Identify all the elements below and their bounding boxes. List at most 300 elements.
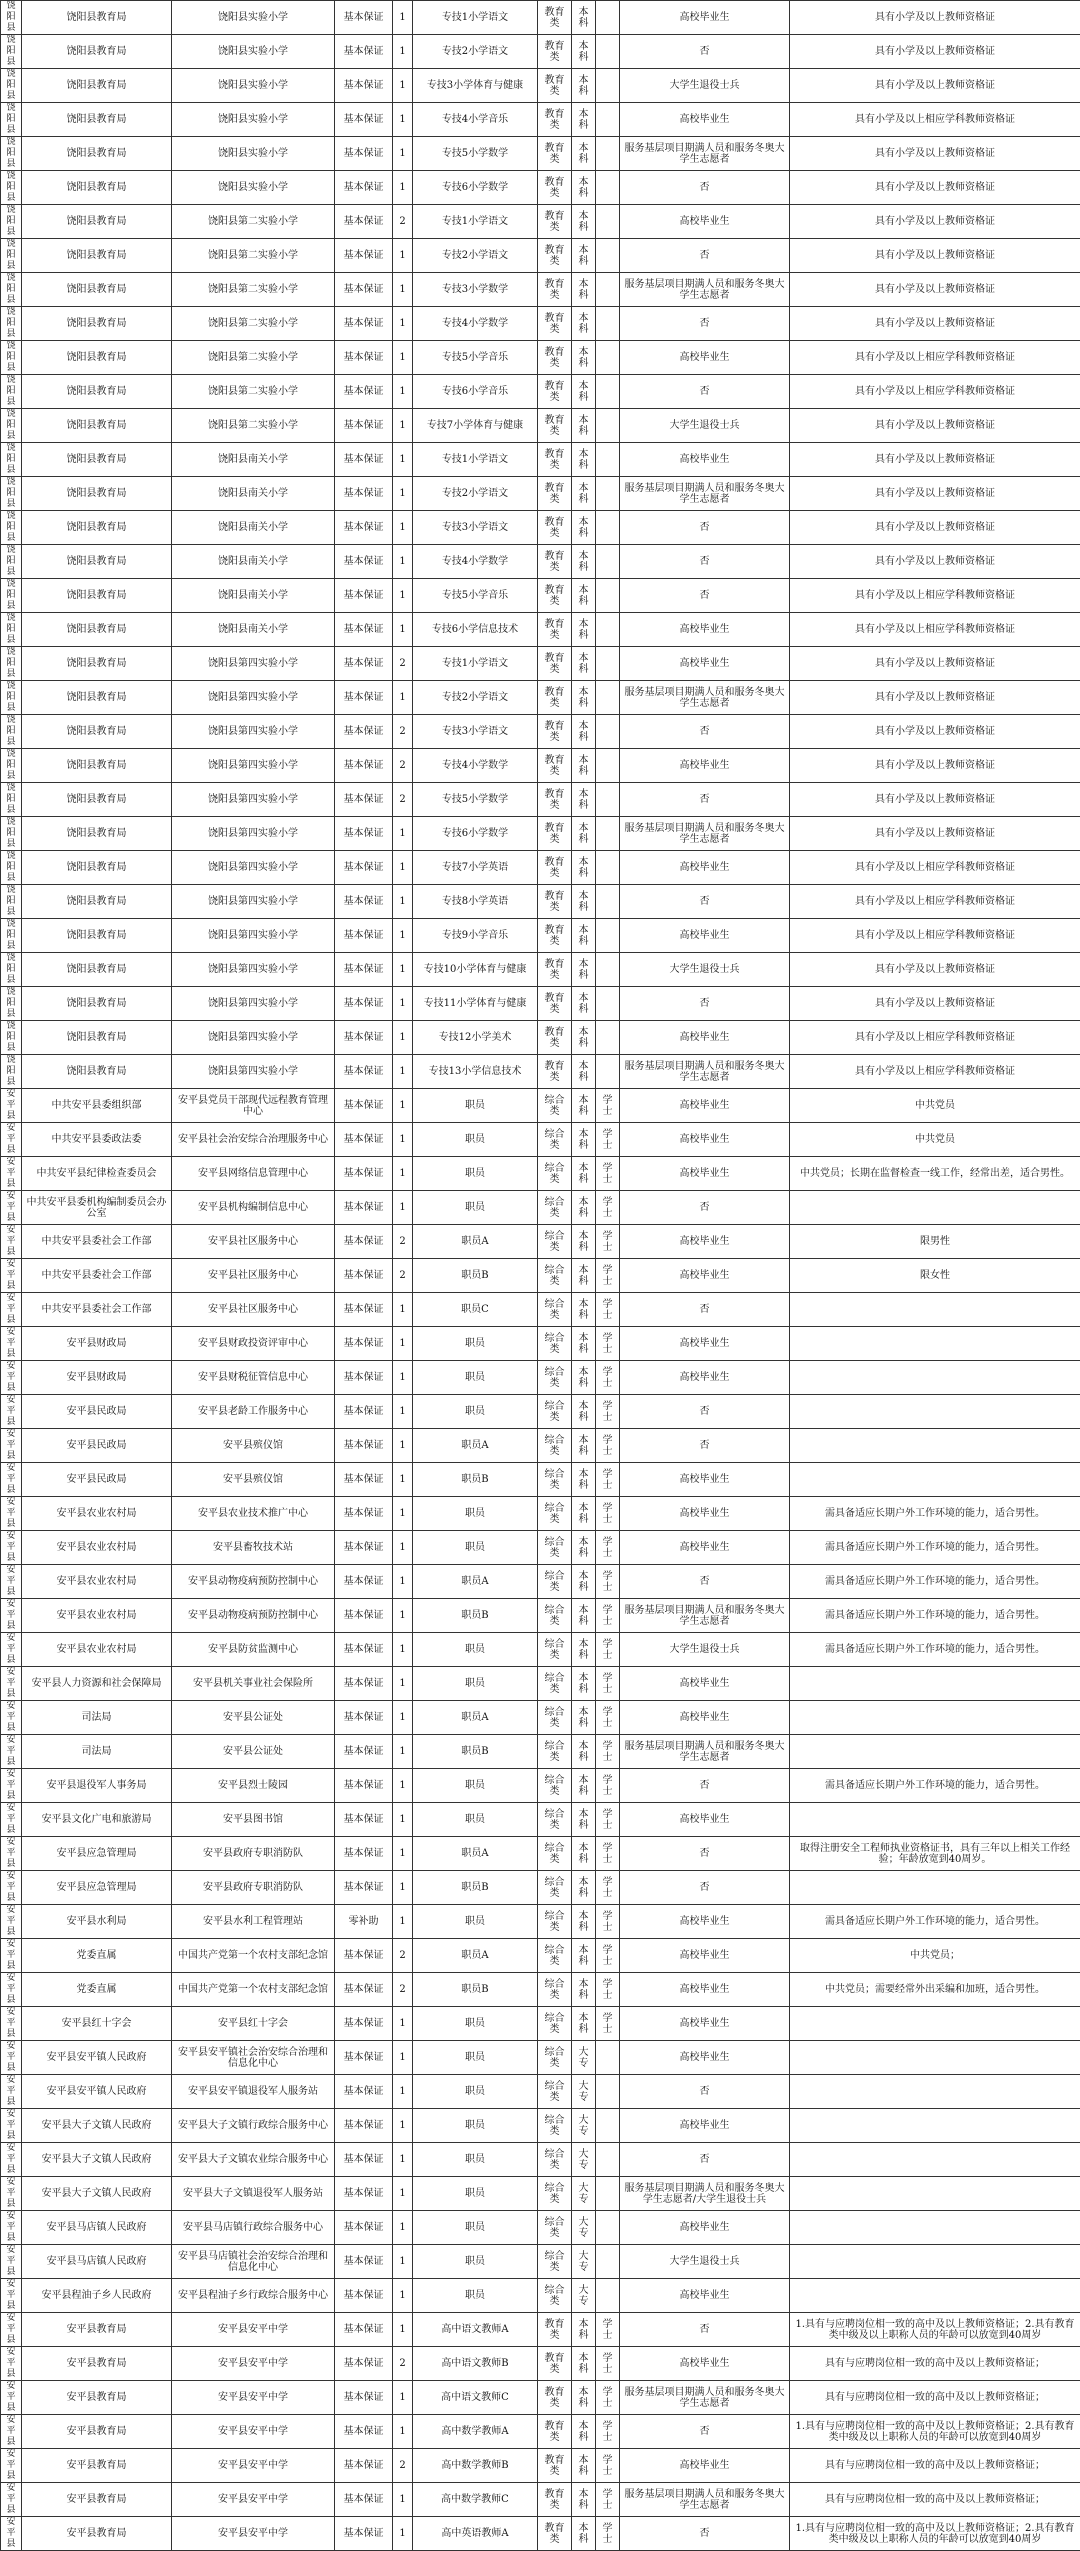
cell-education: 本科 <box>572 1973 596 2007</box>
cell-unit: 饶阳县实验小学 <box>172 35 335 69</box>
cell-category: 综合类 <box>538 1871 572 1905</box>
cell-department: 饶阳县教育局 <box>22 477 172 511</box>
cell-county: 安平县 <box>1 1905 22 1939</box>
cell-category: 综合类 <box>538 1157 572 1191</box>
cell-requirements: 具有小学及以上教师资格证 <box>790 171 1080 205</box>
cell-unit: 安平县党员干部现代远程教育管理中心 <box>172 1089 335 1123</box>
cell-funding: 基本保证 <box>335 2177 393 2211</box>
cell-post: 专技1小学语文 <box>413 443 538 477</box>
cell-department: 饶阳县教育局 <box>22 171 172 205</box>
cell-source: 否 <box>620 1871 790 1905</box>
cell-count: 1 <box>393 69 413 103</box>
cell-degree <box>596 987 620 1021</box>
cell-source: 否 <box>620 239 790 273</box>
cell-category: 综合类 <box>538 1225 572 1259</box>
cell-county: 安平县 <box>1 1701 22 1735</box>
cell-category: 综合类 <box>538 1463 572 1497</box>
cell-post: 职员C <box>413 1293 538 1327</box>
cell-requirements: 具有小学及以上相应学科教师资格证 <box>790 885 1080 919</box>
cell-post: 职员 <box>413 1531 538 1565</box>
cell-county: 安平县 <box>1 1361 22 1395</box>
cell-funding: 基本保证 <box>335 171 393 205</box>
cell-degree <box>596 137 620 171</box>
cell-department: 饶阳县教育局 <box>22 885 172 919</box>
cell-unit: 饶阳县第四实验小学 <box>172 783 335 817</box>
cell-category: 教育类 <box>538 2483 572 2517</box>
cell-unit: 饶阳县南关小学 <box>172 511 335 545</box>
cell-category: 综合类 <box>538 1735 572 1769</box>
table-row <box>1 1089 1080 1123</box>
cell-funding: 基本保证 <box>335 817 393 851</box>
cell-funding: 基本保证 <box>335 341 393 375</box>
cell-source: 大学生退役士兵 <box>620 953 790 987</box>
cell-post: 专技5小学数学 <box>413 137 538 171</box>
cell-post: 职员 <box>413 1327 538 1361</box>
cell-requirements <box>790 2279 1080 2313</box>
cell-category: 教育类 <box>538 103 572 137</box>
cell-post: 职员 <box>413 2279 538 2313</box>
cell-department: 党委直属 <box>22 1939 172 1973</box>
cell-degree <box>596 749 620 783</box>
cell-source: 否 <box>620 1565 790 1599</box>
cell-unit: 安平县农业技术推广中心 <box>172 1497 335 1531</box>
cell-post: 职员A <box>413 1225 538 1259</box>
cell-source: 高校毕业生 <box>620 1123 790 1157</box>
cell-count: 2 <box>393 2347 413 2381</box>
cell-education: 本科 <box>572 1565 596 1599</box>
cell-funding: 基本保证 <box>335 1939 393 1973</box>
cell-source: 高校毕业生 <box>620 851 790 885</box>
cell-unit: 安平县马店镇行政综合服务中心 <box>172 2211 335 2245</box>
cell-education: 大专 <box>572 2279 596 2313</box>
cell-degree: 学士 <box>596 1191 620 1225</box>
table-row <box>1 1 1080 35</box>
cell-education: 大专 <box>572 2211 596 2245</box>
cell-requirements <box>790 2075 1080 2109</box>
cell-category: 综合类 <box>538 1565 572 1599</box>
cell-post: 专技7小学体育与健康 <box>413 409 538 443</box>
cell-post: 高中英语教师A <box>413 2517 538 2551</box>
cell-requirements: 中共党员； <box>790 1939 1080 1973</box>
cell-post: 职员 <box>413 1123 538 1157</box>
cell-department: 饶阳县教育局 <box>22 579 172 613</box>
cell-category: 教育类 <box>538 851 572 885</box>
cell-category: 教育类 <box>538 1 572 35</box>
table-row <box>1 2177 1080 2211</box>
cell-unit: 饶阳县南关小学 <box>172 477 335 511</box>
cell-count: 1 <box>393 1021 413 1055</box>
cell-source: 否 <box>620 1395 790 1429</box>
cell-degree: 学士 <box>596 1395 620 1429</box>
table-row <box>1 919 1080 953</box>
cell-county: 饶阳县 <box>1 953 22 987</box>
cell-source: 否 <box>620 1837 790 1871</box>
cell-requirements: 具有与应聘岗位相一致的高中及以上教师资格证； <box>790 2483 1080 2517</box>
cell-unit: 饶阳县第四实验小学 <box>172 851 335 885</box>
cell-count: 1 <box>393 1803 413 1837</box>
cell-education: 大专 <box>572 2245 596 2279</box>
cell-county: 安平县 <box>1 1939 22 1973</box>
cell-count: 2 <box>393 715 413 749</box>
table-row <box>1 1157 1080 1191</box>
table-row <box>1 1123 1080 1157</box>
table-row <box>1 2517 1080 2551</box>
cell-post: 职员A <box>413 1429 538 1463</box>
cell-category: 教育类 <box>538 783 572 817</box>
cell-funding: 基本保证 <box>335 2109 393 2143</box>
cell-source: 高校毕业生 <box>620 1531 790 1565</box>
cell-department: 饶阳县教育局 <box>22 1021 172 1055</box>
cell-category: 教育类 <box>538 749 572 783</box>
cell-post: 专技6小学数学 <box>413 817 538 851</box>
cell-education: 本科 <box>572 205 596 239</box>
cell-post: 职员 <box>413 1191 538 1225</box>
cell-education: 本科 <box>572 1667 596 1701</box>
cell-county: 安平县 <box>1 2007 22 2041</box>
cell-degree: 学士 <box>596 2313 620 2347</box>
cell-category: 教育类 <box>538 2313 572 2347</box>
cell-degree: 学士 <box>596 1565 620 1599</box>
cell-unit: 饶阳县第四实验小学 <box>172 885 335 919</box>
cell-department: 饶阳县教育局 <box>22 239 172 273</box>
cell-requirements: 具有小学及以上相应学科教师资格证 <box>790 851 1080 885</box>
cell-post: 职员 <box>413 2143 538 2177</box>
cell-education: 本科 <box>572 1157 596 1191</box>
cell-education: 大专 <box>572 2109 596 2143</box>
table-row <box>1 1837 1080 1871</box>
cell-source: 否 <box>620 171 790 205</box>
table-row <box>1 1055 1080 1089</box>
cell-source: 否 <box>620 2143 790 2177</box>
cell-source: 服务基层项目期满人员和服务冬奥大学生志愿者 <box>620 273 790 307</box>
cell-source: 服务基层项目期满人员和服务冬奥大学生志愿者 <box>620 2483 790 2517</box>
cell-funding: 基本保证 <box>335 205 393 239</box>
cell-education: 本科 <box>572 1735 596 1769</box>
table-row <box>1 715 1080 749</box>
cell-degree: 学士 <box>596 1803 620 1837</box>
cell-unit: 饶阳县第二实验小学 <box>172 341 335 375</box>
cell-unit: 饶阳县南关小学 <box>172 443 335 477</box>
cell-department: 饶阳县教育局 <box>22 205 172 239</box>
cell-funding: 基本保证 <box>335 1293 393 1327</box>
cell-education: 本科 <box>572 341 596 375</box>
cell-post: 专技12小学美术 <box>413 1021 538 1055</box>
cell-department: 安平县财政局 <box>22 1327 172 1361</box>
cell-requirements: 中共党员 <box>790 1089 1080 1123</box>
cell-education: 本科 <box>572 307 596 341</box>
cell-degree: 学士 <box>596 1633 620 1667</box>
cell-county: 饶阳县 <box>1 409 22 443</box>
cell-post: 职员 <box>413 1667 538 1701</box>
table-row <box>1 1497 1080 1531</box>
cell-source: 服务基层项目期满人员和服务冬奥大学生志愿者/大学生退役士兵 <box>620 2177 790 2211</box>
cell-county: 安平县 <box>1 1463 22 1497</box>
cell-category: 教育类 <box>538 715 572 749</box>
cell-post: 高中数学教师B <box>413 2449 538 2483</box>
cell-count: 1 <box>393 443 413 477</box>
cell-count: 1 <box>393 1463 413 1497</box>
cell-source: 高校毕业生 <box>620 1157 790 1191</box>
cell-unit: 安平县公证处 <box>172 1735 335 1769</box>
cell-post: 专技6小学音乐 <box>413 375 538 409</box>
cell-unit: 饶阳县第二实验小学 <box>172 273 335 307</box>
cell-education: 本科 <box>572 375 596 409</box>
cell-count: 1 <box>393 579 413 613</box>
cell-department: 安平县教育局 <box>22 2313 172 2347</box>
cell-department: 饶阳县教育局 <box>22 409 172 443</box>
cell-education: 本科 <box>572 613 596 647</box>
cell-county: 安平县 <box>1 1429 22 1463</box>
cell-source: 高校毕业生 <box>620 2279 790 2313</box>
cell-count: 1 <box>393 885 413 919</box>
cell-count: 1 <box>393 273 413 307</box>
cell-education: 本科 <box>572 103 596 137</box>
cell-degree: 学士 <box>596 1123 620 1157</box>
cell-education: 本科 <box>572 783 596 817</box>
cell-county: 安平县 <box>1 1871 22 1905</box>
cell-education: 大专 <box>572 2075 596 2109</box>
cell-department: 饶阳县教育局 <box>22 273 172 307</box>
cell-county: 饶阳县 <box>1 239 22 273</box>
cell-county: 安平县 <box>1 1735 22 1769</box>
cell-source: 否 <box>620 1769 790 1803</box>
cell-education: 本科 <box>572 1021 596 1055</box>
cell-post: 专技1小学语文 <box>413 647 538 681</box>
cell-education: 本科 <box>572 885 596 919</box>
cell-source: 高校毕业生 <box>620 103 790 137</box>
cell-count: 1 <box>393 171 413 205</box>
cell-count: 1 <box>393 375 413 409</box>
cell-education: 本科 <box>572 1633 596 1667</box>
cell-count: 1 <box>393 1293 413 1327</box>
table-row <box>1 103 1080 137</box>
cell-county: 饶阳县 <box>1 171 22 205</box>
table-row <box>1 1225 1080 1259</box>
cell-requirements <box>790 1871 1080 1905</box>
cell-source: 否 <box>620 2313 790 2347</box>
cell-requirements: 具有小学及以上教师资格证 <box>790 987 1080 1021</box>
cell-source: 否 <box>620 307 790 341</box>
cell-unit: 饶阳县第二实验小学 <box>172 307 335 341</box>
cell-education: 本科 <box>572 1429 596 1463</box>
cell-funding: 基本保证 <box>335 953 393 987</box>
cell-degree <box>596 477 620 511</box>
cell-category: 教育类 <box>538 375 572 409</box>
cell-count: 1 <box>393 409 413 443</box>
cell-department: 安平县教育局 <box>22 2449 172 2483</box>
cell-degree <box>596 817 620 851</box>
cell-county: 安平县 <box>1 2279 22 2313</box>
cell-category: 综合类 <box>538 2279 572 2313</box>
cell-funding: 基本保证 <box>335 1395 393 1429</box>
table-row <box>1 273 1080 307</box>
cell-county: 安平县 <box>1 2347 22 2381</box>
cell-education: 本科 <box>572 137 596 171</box>
table-row <box>1 1735 1080 1769</box>
cell-requirements: 具有小学及以上相应学科教师资格证 <box>790 613 1080 647</box>
cell-category: 综合类 <box>538 1667 572 1701</box>
cell-source: 否 <box>620 35 790 69</box>
cell-post: 专技5小学音乐 <box>413 341 538 375</box>
table-row <box>1 477 1080 511</box>
cell-count: 1 <box>393 1871 413 1905</box>
cell-department: 饶阳县教育局 <box>22 647 172 681</box>
cell-requirements <box>790 2211 1080 2245</box>
cell-category: 综合类 <box>538 1531 572 1565</box>
cell-county: 安平县 <box>1 2313 22 2347</box>
cell-funding: 零补助 <box>335 1905 393 1939</box>
cell-county: 饶阳县 <box>1 307 22 341</box>
cell-department: 饶阳县教育局 <box>22 749 172 783</box>
cell-post: 职员B <box>413 1973 538 2007</box>
table-row <box>1 1259 1080 1293</box>
cell-funding: 基本保证 <box>335 2211 393 2245</box>
cell-count: 1 <box>393 1429 413 1463</box>
cell-county: 饶阳县 <box>1 477 22 511</box>
cell-county: 饶阳县 <box>1 137 22 171</box>
cell-funding: 基本保证 <box>335 2517 393 2551</box>
cell-source: 服务基层项目期满人员和服务冬奥大学生志愿者 <box>620 2381 790 2415</box>
cell-county: 安平县 <box>1 2075 22 2109</box>
cell-unit: 安平县程油子乡行政综合服务中心 <box>172 2279 335 2313</box>
cell-education: 本科 <box>572 1871 596 1905</box>
cell-degree: 学士 <box>596 1769 620 1803</box>
cell-unit: 安平县政府专职消防队 <box>172 1871 335 1905</box>
table-row <box>1 1803 1080 1837</box>
cell-category: 综合类 <box>538 1905 572 1939</box>
cell-county: 安平县 <box>1 1395 22 1429</box>
cell-education: 本科 <box>572 443 596 477</box>
cell-unit: 饶阳县实验小学 <box>172 171 335 205</box>
table-row <box>1 1463 1080 1497</box>
cell-source: 高校毕业生 <box>620 1701 790 1735</box>
cell-source: 高校毕业生 <box>620 1463 790 1497</box>
cell-requirements <box>790 1395 1080 1429</box>
cell-funding: 基本保证 <box>335 885 393 919</box>
table-row <box>1 2347 1080 2381</box>
cell-education: 本科 <box>572 2313 596 2347</box>
cell-category: 综合类 <box>538 1395 572 1429</box>
cell-department: 安平县红十字会 <box>22 2007 172 2041</box>
cell-count: 1 <box>393 2177 413 2211</box>
cell-source: 否 <box>620 545 790 579</box>
cell-post: 专技13小学信息技术 <box>413 1055 538 1089</box>
cell-department: 安平县农业农村局 <box>22 1599 172 1633</box>
cell-department: 饶阳县教育局 <box>22 103 172 137</box>
cell-funding: 基本保证 <box>335 35 393 69</box>
cell-source: 高校毕业生 <box>620 1089 790 1123</box>
cell-funding: 基本保证 <box>335 69 393 103</box>
cell-post: 职员 <box>413 2109 538 2143</box>
cell-requirements: 需具备适应长期户外工作环境的能力，适合男性。 <box>790 1497 1080 1531</box>
cell-source: 否 <box>620 375 790 409</box>
cell-department: 中共安平县委社会工作部 <box>22 1293 172 1327</box>
cell-funding: 基本保证 <box>335 137 393 171</box>
cell-requirements <box>790 1735 1080 1769</box>
cell-unit: 饶阳县第四实验小学 <box>172 817 335 851</box>
cell-department: 饶阳县教育局 <box>22 307 172 341</box>
cell-unit: 安平县烈士陵园 <box>172 1769 335 1803</box>
table-row <box>1 1973 1080 2007</box>
cell-degree <box>596 1055 620 1089</box>
cell-count: 2 <box>393 647 413 681</box>
table-row <box>1 749 1080 783</box>
cell-education: 本科 <box>572 749 596 783</box>
cell-unit: 安平县财政投资评审中心 <box>172 1327 335 1361</box>
cell-education: 本科 <box>572 1497 596 1531</box>
cell-count: 1 <box>393 1599 413 1633</box>
cell-count: 2 <box>393 2449 413 2483</box>
cell-source: 大学生退役士兵 <box>620 409 790 443</box>
cell-county: 饶阳县 <box>1 375 22 409</box>
cell-requirements: 限男性 <box>790 1225 1080 1259</box>
cell-funding: 基本保证 <box>335 1565 393 1599</box>
cell-department: 中共安平县委社会工作部 <box>22 1259 172 1293</box>
cell-post: 专技3小学语文 <box>413 511 538 545</box>
cell-funding: 基本保证 <box>335 1089 393 1123</box>
cell-source: 高校毕业生 <box>620 1905 790 1939</box>
cell-department: 安平县教育局 <box>22 2415 172 2449</box>
cell-post: 专技1小学语文 <box>413 205 538 239</box>
cell-requirements <box>790 1701 1080 1735</box>
cell-education: 本科 <box>572 1599 596 1633</box>
cell-degree <box>596 2109 620 2143</box>
cell-degree <box>596 545 620 579</box>
cell-unit: 饶阳县南关小学 <box>172 613 335 647</box>
cell-degree <box>596 273 620 307</box>
cell-county: 饶阳县 <box>1 987 22 1021</box>
cell-education: 本科 <box>572 715 596 749</box>
cell-requirements: 具有小学及以上教师资格证 <box>790 511 1080 545</box>
cell-count: 1 <box>393 1055 413 1089</box>
table-row <box>1 1327 1080 1361</box>
cell-funding: 基本保证 <box>335 2075 393 2109</box>
cell-funding: 基本保证 <box>335 2007 393 2041</box>
table-row <box>1 239 1080 273</box>
cell-requirements <box>790 1463 1080 1497</box>
cell-education: 本科 <box>572 2347 596 2381</box>
cell-post: 专技4小学数学 <box>413 307 538 341</box>
cell-degree: 学士 <box>596 1973 620 2007</box>
cell-funding: 基本保证 <box>335 2347 393 2381</box>
cell-education: 本科 <box>572 2517 596 2551</box>
cell-count: 1 <box>393 1565 413 1599</box>
cell-requirements: 限女性 <box>790 1259 1080 1293</box>
cell-post: 专技2小学语文 <box>413 35 538 69</box>
cell-department: 中共安平县委机构编制委员会办公室 <box>22 1191 172 1225</box>
cell-degree: 学士 <box>596 1871 620 1905</box>
cell-source: 高校毕业生 <box>620 1259 790 1293</box>
cell-education: 本科 <box>572 1123 596 1157</box>
cell-requirements: 具有小学及以上相应学科教师资格证 <box>790 919 1080 953</box>
cell-education: 本科 <box>572 1191 596 1225</box>
cell-unit: 安平县殡仪馆 <box>172 1429 335 1463</box>
cell-source: 高校毕业生 <box>620 1497 790 1531</box>
cell-unit: 安平县社会治安综合治理服务中心 <box>172 1123 335 1157</box>
cell-count: 1 <box>393 1837 413 1871</box>
cell-category: 教育类 <box>538 613 572 647</box>
cell-unit: 安平县公证处 <box>172 1701 335 1735</box>
cell-source: 否 <box>620 1429 790 1463</box>
cell-funding: 基本保证 <box>335 1361 393 1395</box>
cell-department: 安平县教育局 <box>22 2381 172 2415</box>
table-body <box>1 1 1080 2551</box>
cell-category: 综合类 <box>538 1361 572 1395</box>
table-row <box>1 69 1080 103</box>
cell-county: 安平县 <box>1 1293 22 1327</box>
cell-funding: 基本保证 <box>335 681 393 715</box>
cell-unit: 安平县红十字会 <box>172 2007 335 2041</box>
